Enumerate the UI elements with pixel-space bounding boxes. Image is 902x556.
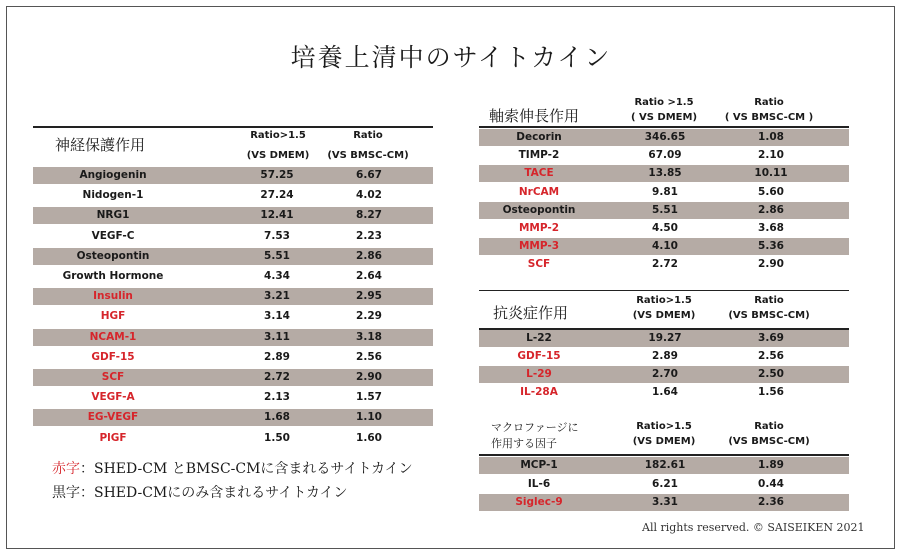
legend-black-text: ：SHED-CMにのみ含まれるサイトカイン (80, 485, 348, 501)
cytokine-name: Osteopontin (76, 249, 150, 262)
ratio-vs-bmsc: 2.64 (356, 270, 382, 282)
ratio-vs-dmem: 9.81 (652, 185, 678, 198)
ratio-vs-dmem: 3.14 (264, 310, 290, 323)
ratio-vs-dmem: 2.89 (652, 350, 678, 362)
ratio-vs-dmem: 4.34 (264, 270, 290, 282)
cytokine-name: NrCAM (518, 185, 560, 198)
ratio-vs-bmsc: 10.11 (754, 167, 788, 180)
table-row (33, 288, 433, 305)
cytokine-name: VEGF-A (91, 391, 135, 404)
ratio-vs-bmsc: 1.89 (758, 459, 784, 471)
ratio-vs-dmem: 3.11 (264, 330, 290, 343)
cytokine-name: Growth Hormone (62, 270, 164, 282)
header-rule (479, 126, 849, 128)
table-row (33, 228, 433, 245)
cytokine-name: HGF (100, 310, 126, 323)
ratio-vs-bmsc: 1.10 (356, 411, 382, 424)
legend-black (52, 482, 347, 502)
ratio-vs-dmem: 19.27 (648, 332, 682, 344)
copyright-notice: All rights reserved. © SAISEIKEN 2021 (642, 521, 865, 534)
table-row (479, 147, 849, 164)
ratio-vs-dmem: 2.13 (264, 391, 290, 404)
ratio-vs-bmsc: 2.56 (758, 350, 784, 362)
cytokine-name: TACE (524, 167, 554, 180)
table-row (33, 187, 433, 204)
ratio-vs-dmem: 4.10 (652, 240, 678, 253)
cytokine-name: IL-6 (527, 477, 551, 490)
table-row (479, 238, 849, 255)
table-row (33, 167, 433, 184)
table-row (33, 430, 433, 447)
ratio-vs-dmem: 57.25 (260, 169, 294, 181)
ratio-vs-dmem: 5.51 (652, 203, 678, 216)
ratio-vs-dmem: 346.65 (644, 131, 686, 143)
ratio-vs-dmem: 67.09 (648, 149, 682, 162)
ratio-vs-dmem: 5.51 (264, 249, 290, 262)
category-title: マクロファージに 作用する因子 (491, 421, 579, 450)
ratio-vs-bmsc: 2.90 (356, 371, 382, 383)
ratio-vs-bmsc: 2.86 (758, 203, 784, 216)
table-row (479, 256, 849, 273)
ratio-vs-bmsc: 2.90 (758, 258, 784, 271)
cytokine-name: TIMP-2 (518, 149, 560, 162)
ratio-vs-bmsc: 2.23 (356, 229, 382, 242)
cytokine-name: L-22 (526, 332, 552, 344)
column-header-vs-bmsc: Ratio ( VS BMSC-CM ) (724, 97, 814, 123)
column-header-vs-dmem: Ratio>1.5 (VS DMEM) (632, 295, 696, 321)
ratio-vs-dmem: 2.89 (264, 350, 290, 363)
column-header-vs-bmsc: Ratio (VS BMSC-CM) (728, 295, 810, 321)
cytokine-name: L-29 (526, 368, 552, 380)
column-header-vs-dmem: Ratio>1.5 (VS DMEM) (246, 130, 310, 161)
table-row (33, 369, 433, 386)
legend-red-key: 赤字 (52, 461, 80, 477)
table-row (479, 202, 849, 219)
ratio-vs-bmsc: 3.68 (758, 222, 784, 234)
cytokine-name: Osteopontin (502, 203, 576, 216)
ratio-vs-dmem: 27.24 (260, 189, 294, 202)
ratio-vs-dmem: 3.21 (264, 290, 290, 303)
cytokine-name: EG-VEGF (87, 411, 139, 424)
cytokine-name: MMP-2 (518, 222, 560, 234)
cytokine-name: GDF-15 (91, 350, 135, 363)
table-row (479, 348, 849, 365)
ratio-vs-bmsc: 1.56 (758, 386, 784, 398)
ratio-vs-dmem: 3.31 (652, 496, 678, 508)
table-row (479, 476, 849, 493)
ratio-vs-dmem: 182.61 (644, 459, 686, 471)
legend-black-key: 黒字 (52, 485, 80, 501)
ratio-vs-dmem: 2.72 (652, 258, 678, 271)
ratio-vs-bmsc: 2.29 (356, 310, 382, 323)
ratio-vs-bmsc: 1.08 (758, 131, 784, 143)
cytokine-name: MCP-1 (520, 459, 558, 471)
ratio-vs-bmsc: 1.60 (356, 431, 382, 444)
ratio-vs-bmsc: 0.44 (758, 477, 784, 490)
cytokine-name: MMP-3 (518, 240, 560, 253)
cytokine-name: NCAM-1 (89, 330, 137, 343)
table-row (33, 248, 433, 265)
ratio-vs-bmsc: 4.02 (356, 189, 382, 202)
table-row (33, 349, 433, 366)
ratio-vs-bmsc: 8.27 (356, 209, 382, 222)
table-row (479, 129, 849, 146)
table-row (33, 207, 433, 224)
cytokine-name: NRG1 (96, 209, 130, 222)
legend-red (52, 458, 413, 478)
table-row (479, 384, 849, 401)
table-row (479, 184, 849, 201)
top-rule (479, 290, 849, 291)
cytokine-name: SCF (101, 371, 125, 383)
column-header-vs-bmsc: Ratio (VS BMSC-CM) (728, 421, 810, 447)
table-row (33, 329, 433, 346)
category-title: 抗炎症作用 (493, 304, 569, 322)
legend-red-text: ：SHED-CM とBMSC-CMに含まれるサイトカイン (80, 461, 413, 477)
header-rule (33, 126, 433, 128)
category-title: 軸索伸長作用 (489, 107, 580, 125)
cytokine-name: Insulin (93, 290, 133, 303)
cytokine-name: GDF-15 (517, 350, 561, 362)
cytokine-name: SCF (527, 258, 551, 271)
header-rule (479, 454, 849, 456)
column-header-vs-dmem: Ratio>1.5 (VS DMEM) (632, 421, 696, 447)
ratio-vs-bmsc: 1.57 (356, 391, 382, 404)
cytokine-name: Nidogen-1 (82, 189, 144, 202)
ratio-vs-bmsc: 2.56 (356, 350, 382, 363)
table-row (479, 494, 849, 511)
ratio-vs-bmsc: 2.86 (356, 249, 382, 262)
ratio-vs-bmsc: 2.36 (758, 496, 784, 508)
ratio-vs-bmsc: 3.69 (758, 332, 784, 344)
ratio-vs-dmem: 2.70 (652, 368, 678, 380)
ratio-vs-dmem: 2.72 (264, 371, 290, 383)
page-title: 培養上清中のサイトカイン (290, 43, 612, 72)
ratio-vs-bmsc: 6.67 (356, 169, 382, 181)
table-row (33, 389, 433, 406)
table-row (479, 366, 849, 383)
table-row (33, 409, 433, 426)
ratio-vs-dmem: 13.85 (648, 167, 682, 180)
ratio-vs-dmem: 1.64 (652, 386, 678, 398)
column-header-vs-bmsc: Ratio (VS BMSC-CM) (327, 130, 409, 161)
ratio-vs-dmem: 4.50 (652, 222, 678, 234)
cytokine-name: PlGF (99, 431, 127, 444)
cytokine-name: Angiogenin (79, 169, 147, 181)
table-row (479, 165, 849, 182)
cytokine-name: Siglec-9 (515, 496, 563, 508)
ratio-vs-bmsc: 3.18 (356, 330, 382, 343)
table-row (479, 220, 849, 237)
column-header-vs-dmem: Ratio >1.5 ( VS DMEM) (630, 97, 698, 123)
cytokine-name: VEGF-C (91, 229, 135, 242)
ratio-vs-bmsc: 5.60 (758, 185, 784, 198)
table-row (33, 268, 433, 285)
ratio-vs-bmsc: 5.36 (758, 240, 784, 253)
table-row (479, 330, 849, 347)
ratio-vs-dmem: 6.21 (652, 477, 678, 490)
ratio-vs-dmem: 7.53 (264, 229, 290, 242)
ratio-vs-dmem: 1.50 (264, 431, 290, 444)
category-title: 神経保護作用 (55, 136, 146, 154)
table-row (479, 457, 849, 474)
ratio-vs-bmsc: 2.95 (356, 290, 382, 303)
ratio-vs-dmem: 12.41 (260, 209, 294, 222)
ratio-vs-bmsc: 2.50 (758, 368, 784, 380)
cytokine-name: IL-28A (520, 386, 558, 398)
cytokine-name: Decorin (516, 131, 562, 143)
ratio-vs-bmsc: 2.10 (758, 149, 784, 162)
table-row (33, 308, 433, 325)
ratio-vs-dmem: 1.68 (264, 411, 290, 424)
